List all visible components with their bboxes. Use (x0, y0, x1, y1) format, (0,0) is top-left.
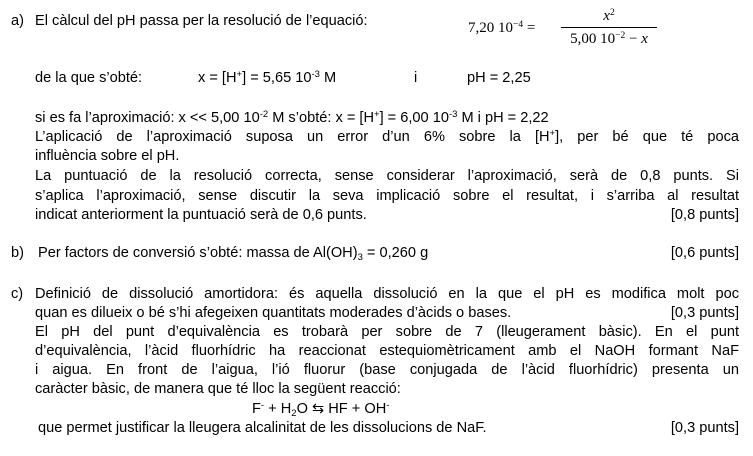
equilibrium-arrow-icon: ⇆ (311, 401, 325, 417)
equation-denominator: 5,00 $10^{-2} - x$ (570, 31, 648, 47)
part-a-label: a) (11, 13, 24, 29)
result-intro: de la que s’obté: (35, 70, 143, 86)
part-c-points-1: [0,3 punts] (670, 305, 739, 321)
part-b-text: Per factors de conversió s’obté: massa de $Al(OH)_3 = 0,260$ g (38, 245, 429, 263)
equation-numerator: $x^2$ (603, 8, 615, 24)
buffer-definition-line-1: Definició de dissolució amortidora: és aquella dissolució en la que el pH es modifica molt poc (35, 286, 739, 302)
error-line-2: influència sobre el pH. (35, 148, 180, 164)
equation-left-side: 7,20 $10^{-4}$ = (468, 20, 536, 36)
part-a-points: [0,8 punts] (670, 207, 739, 223)
result-ph: pH = 2,25 (467, 70, 531, 86)
part-b-points: [0,6 punts] (670, 245, 739, 261)
equivalence-line-2: d’equivalència, l’àcid fluorhídric ha reaccionat estequiomètricament amb el NaOH formant NaF (35, 343, 739, 359)
part-a-intro: El càlcul del pH passa per la resolució de l’equació: (35, 13, 368, 29)
equation-fraction (561, 5, 657, 50)
equivalence-line-4: caràcter bàsic, de manera que té lloc la següent reacció: (35, 381, 401, 397)
hydrolysis-reaction: $F^- + H_2O$ ⇆ HF + OH- (252, 400, 390, 419)
scoring-line-1: La puntuació de la resolució correcta, sense considerar l’aproximació, serà de 0,8 punts. Si (35, 168, 739, 184)
part-b-label: b) (11, 245, 24, 261)
equivalence-line-1: El pH del punt d’equivalència es trobarà per sobre de 7 (lleugerament bàsic). En el punt (35, 324, 739, 340)
result-concentration: x = [H+] = 5,65 $10^{-3}$ M (198, 69, 337, 86)
final-line: que permet justificar la lleugera alcalinitat de les dissolucions de NaF. (38, 420, 487, 436)
part-c-points-2: [0,3 punts] (670, 420, 739, 436)
error-line-1: L’aplicació de l’aproximació suposa un error d’un 6% sobre la [H+], per bé que té poca (35, 128, 739, 145)
result-conjunction: i (414, 70, 418, 86)
equivalence-line-3: i aigua. En front de l’aigua, l’ió fluorur (base conjugada de l’àcid fluorhídric) presenta un (35, 362, 739, 378)
buffer-definition-line-2: quan es dilueix o bé s’hi afegeixen quantitats moderades d’àcids o bases. (35, 305, 512, 321)
approximation-line: si es fa l’aproximació: x << 5,00 $10^{-2}$ M s’obté: x = [H+] = 6,00 $10^{-3}$ M i pH = 2,22 (35, 109, 549, 126)
scoring-line-2: s’aplica l’aproximació, sense discutir la seva implicació sobre el resultat, i s’arriba al resultat (35, 188, 739, 204)
part-c-label: c) (11, 286, 24, 302)
scoring-line-3: indicat anteriorment la puntuació serà de 0,6 punts. (35, 207, 367, 223)
